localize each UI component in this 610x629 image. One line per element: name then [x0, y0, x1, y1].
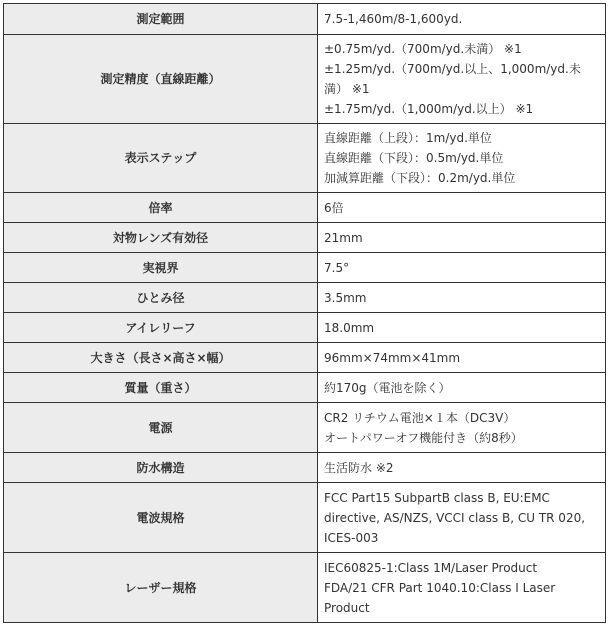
row-value [318, 193, 606, 223]
value-line: 21mm [324, 230, 363, 245]
table-row [4, 553, 606, 623]
value-line: ±0.75m/yd.（700m/yd.未満） ※1 [324, 42, 522, 56]
value-line: 直線距離（上段）：1m/yd.単位 [324, 131, 492, 145]
table-row [4, 124, 606, 193]
value-line: 生活防水 ※2 [324, 460, 394, 475]
row-label: 実視界 [4, 253, 318, 283]
table-row [4, 283, 606, 313]
row-value [318, 253, 606, 283]
row-label: 電源 [4, 403, 318, 453]
row-label: 表示ステップ [4, 124, 318, 193]
table-row [4, 35, 606, 124]
value-line: オートパワーオフ機能付き（約8秒） [324, 430, 523, 445]
row-label: 倍率 [4, 193, 318, 223]
row-value [318, 453, 606, 483]
row-value [318, 373, 606, 403]
value-line: IEC60825-1:Class 1M/Laser Product [324, 560, 538, 575]
table-row [4, 373, 606, 403]
table-row [4, 343, 606, 373]
value-line: 3.5mm [324, 290, 367, 305]
table-row [4, 223, 606, 253]
row-label: 対物レンズ有効径 [4, 223, 318, 253]
row-value [318, 35, 606, 124]
value-line: 直線距離（下段）：0.5m/yd.単位 [324, 151, 504, 165]
value-line: 96mm×74mm×41mm [324, 350, 461, 365]
row-label: ひとみ径 [4, 283, 318, 313]
table-row [4, 253, 606, 283]
table-row [4, 453, 606, 483]
value-line: 6倍 [324, 200, 344, 215]
table-row [4, 403, 606, 453]
row-label: アイレリーフ [4, 313, 318, 343]
value-line: 18.0mm [324, 320, 375, 335]
row-label: レーザー規格 [4, 553, 318, 623]
row-value [318, 403, 606, 453]
row-value [318, 343, 606, 373]
value-line: 7.5° [324, 260, 350, 275]
row-label: 測定範囲 [4, 4, 318, 35]
table-row [4, 4, 606, 35]
table-row [4, 313, 606, 343]
value-line: 加減算距離（下段）：0.2m/yd.単位 [324, 171, 516, 185]
value-line: 約170g（電池を除く） [324, 380, 451, 395]
row-value [318, 4, 606, 35]
row-value [318, 483, 606, 553]
value-line: CR2 リチウム電池×１本（DC3V） [324, 410, 516, 425]
row-label: 大きさ（長さ×高さ×幅） [4, 343, 318, 373]
row-value [318, 553, 606, 623]
value-line: FCC Part15 SubpartB class B, EU:EMC directive, AS/NZS, VCCI class B, CU TR 020, ICES-003 [324, 490, 586, 545]
row-label: 防水構造 [4, 453, 318, 483]
row-value [318, 124, 606, 193]
row-label: 電波規格 [4, 483, 318, 553]
row-label: 測定精度（直線距離） [4, 35, 318, 124]
row-value [318, 313, 606, 343]
value-line: 7.5-1,460m/8-1,600yd. [324, 12, 463, 26]
value-line: FDA/21 CFR Part 1040.10:Class I Laser Product [324, 580, 556, 615]
value-line: ±1.25m/yd.（700m/yd.以上、1,000m/yd.未満） ※1 [324, 62, 581, 96]
table-row [4, 193, 606, 223]
spec-table [3, 3, 606, 623]
value-line: ±1.75m/yd.（1,000m/yd.以上） ※1 [324, 102, 534, 116]
table-row [4, 483, 606, 553]
row-label: 質量（重さ） [4, 373, 318, 403]
row-value [318, 283, 606, 313]
row-value [318, 223, 606, 253]
